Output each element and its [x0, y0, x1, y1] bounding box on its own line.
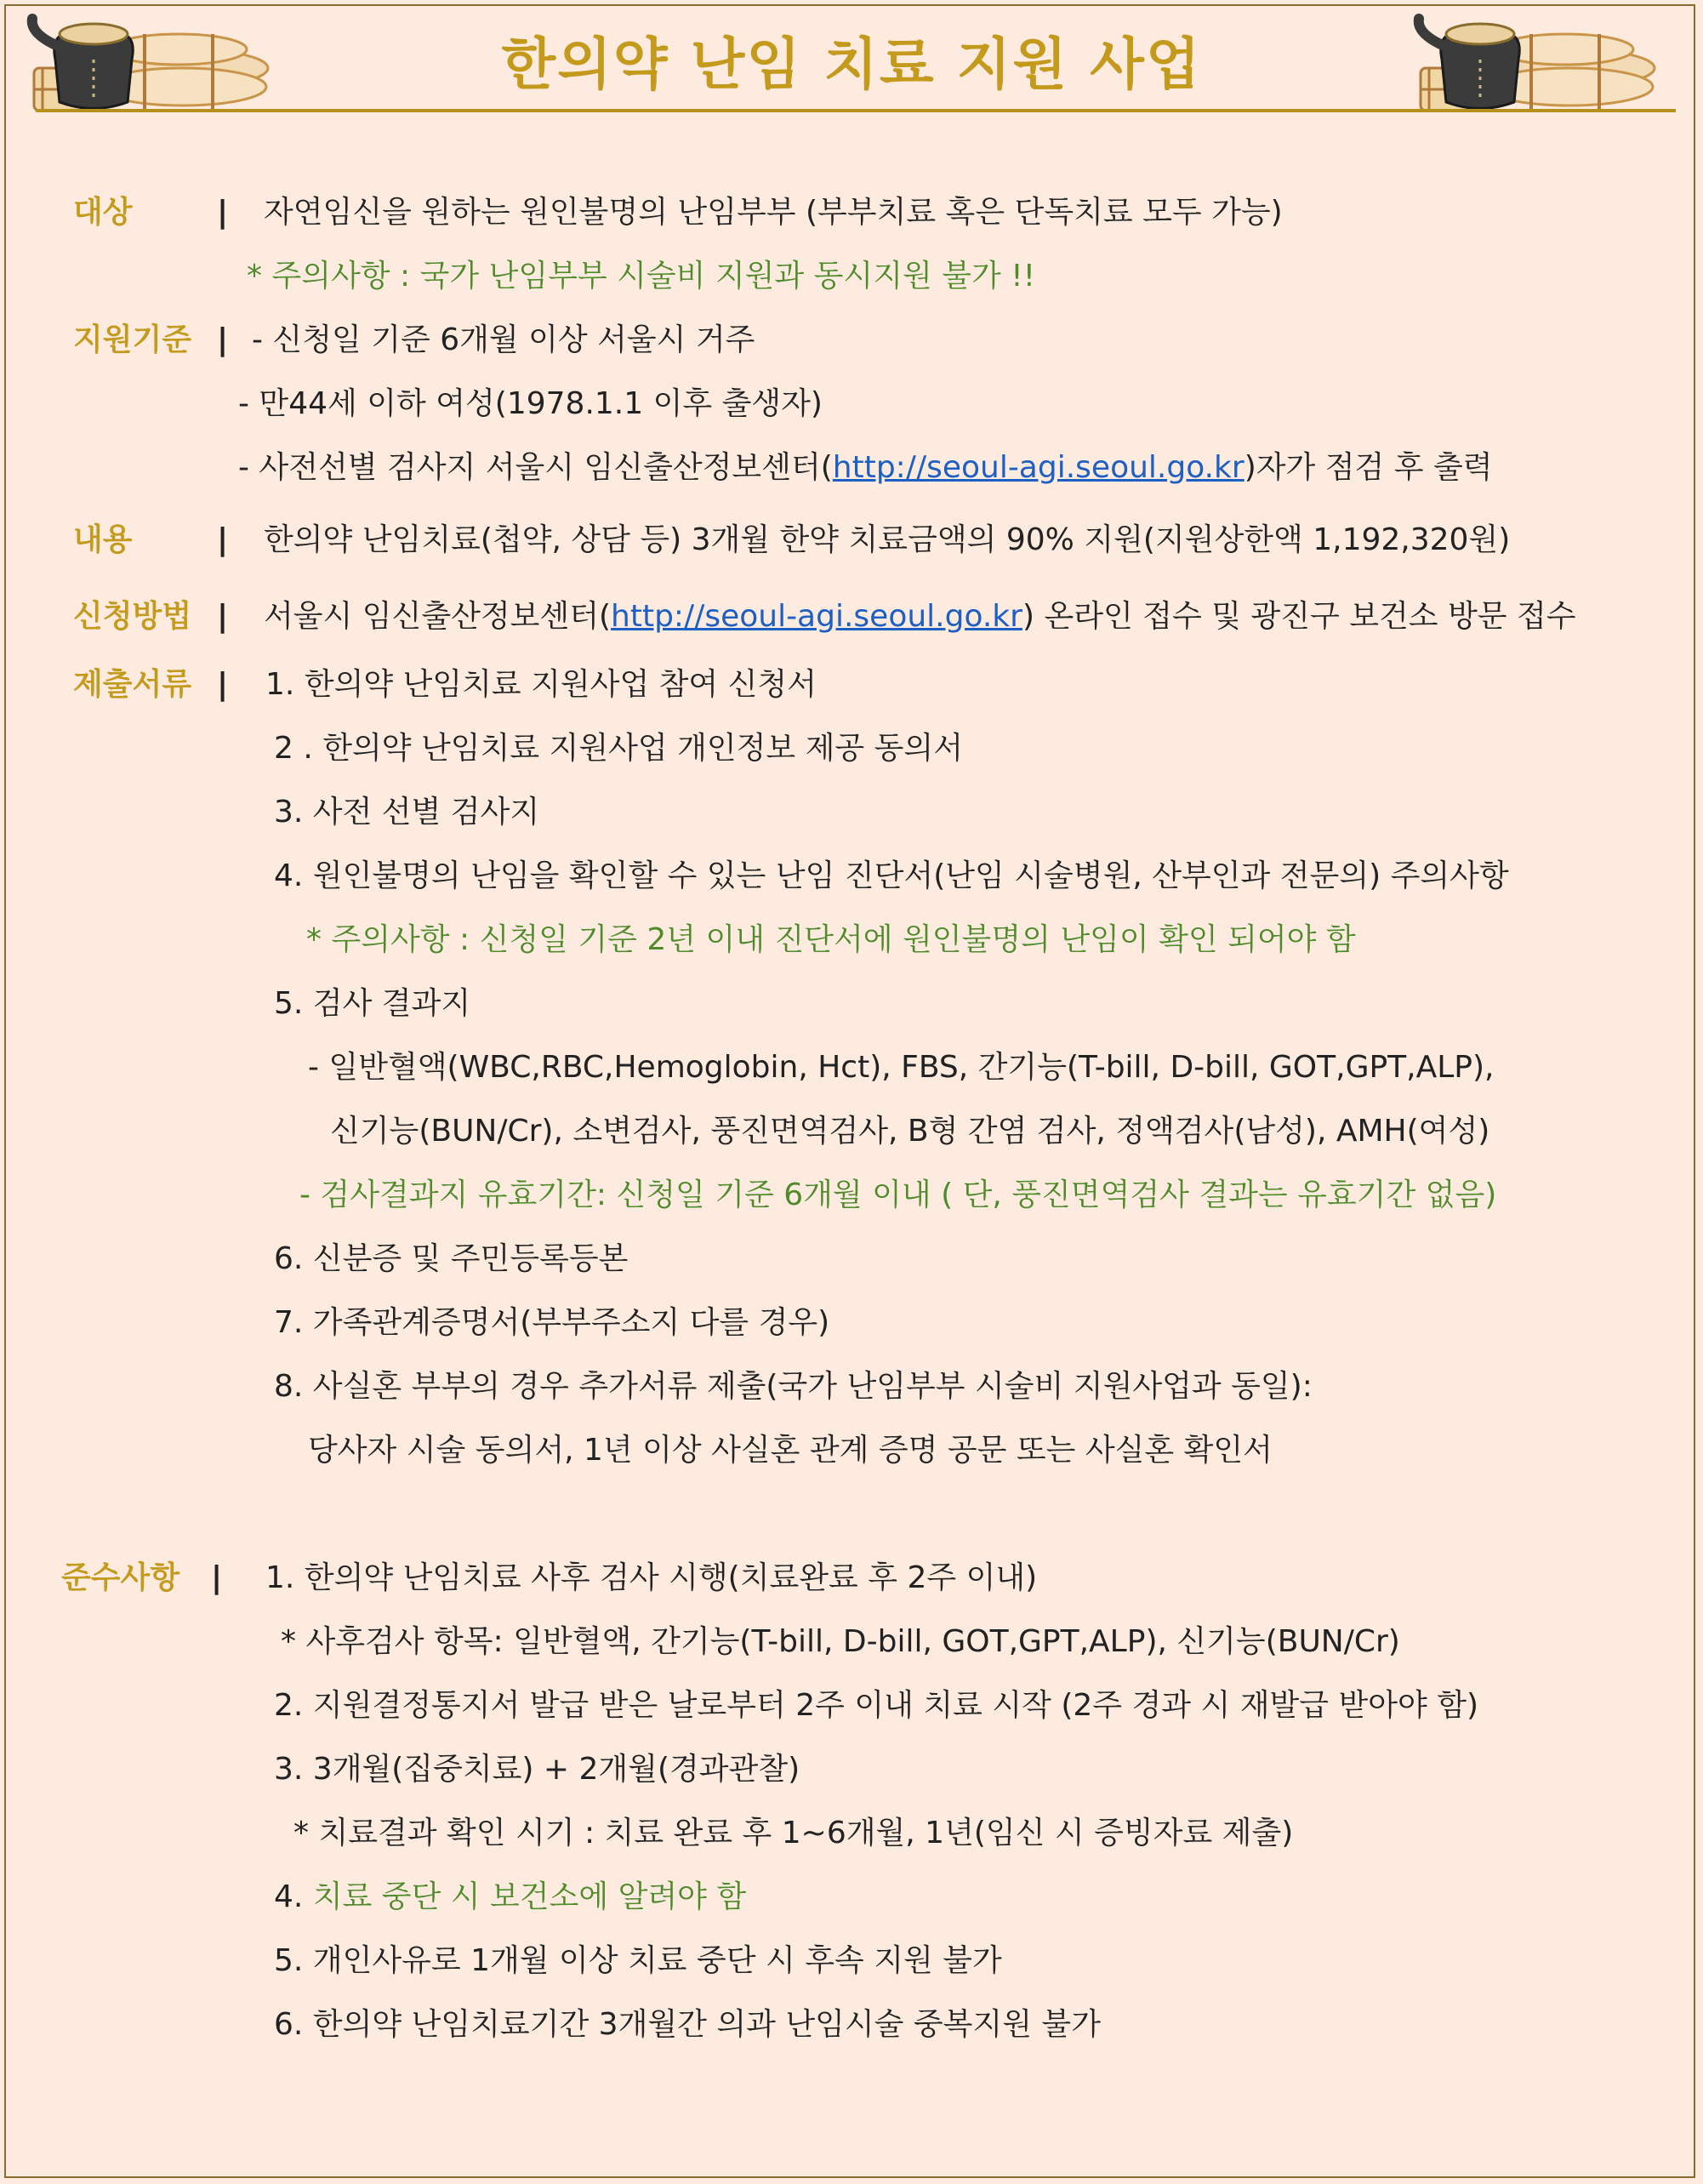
target-text: 자연임신을 원하는 원인불명의 난임부부 (부부치료 혹은 단독치료 모두 가능): [264, 195, 1283, 230]
item-number: 4.: [274, 1879, 304, 1914]
section-label: 대상: [73, 195, 133, 230]
method-suffix: ) 온라인 접수 및 광진구 보건소 방문 접수: [1022, 599, 1576, 634]
document-item: 7. 가족관계증명서(부부주소지 다를 경우): [274, 1305, 830, 1340]
section-compliance: [61, 1560, 179, 1596]
criteria-line-suffix: )자가 점검 후 출력: [1244, 450, 1493, 485]
compliance-item-warning: [274, 1879, 746, 1915]
separator: |: [217, 322, 229, 357]
section-label: 지원기준: [73, 322, 192, 357]
section-method: [73, 598, 191, 635]
document-item: 5. 검사 결과지: [274, 986, 471, 1021]
document-item: 8. 사실혼 부부의 경우 추가서류 제출(국가 난임부부 시술비 지원사업과 동일):: [274, 1369, 1313, 1404]
document-subitem: 당사자 시술 동의서, 1년 이상 사실혼 관계 증명 공문 또는 사실혼 확인서: [308, 1433, 1273, 1468]
section-label: 신청방법: [73, 599, 192, 634]
separator: |: [211, 1560, 223, 1595]
content-text: 한의약 난임치료(첩약, 상담 등) 3개월 한약 치료금액의 90% 지원(지원상한액 1,192,320원): [264, 522, 1511, 557]
document-subitem: 신기능(BUN/Cr), 소변검사, 풍진면역검사, B형 간염 검사, 정액검사(남성), AMH(여성): [330, 1114, 1490, 1149]
method-prefix: 서울시 임신출산정보센터(: [264, 599, 612, 634]
warning-text: 치료 중단 시 보건소에 알려야 함: [312, 1879, 747, 1914]
section-target: [73, 194, 133, 231]
compliance-note: * 사후검사 항목: 일반혈액, 간기능(T-bill, D-bill, GOT,GPT,ALP), 신기능(BUN/Cr): [281, 1624, 1400, 1659]
compliance-item: 2. 지원결정통지서 발급 받은 날로부터 2주 이내 치료 시작 (2주 경과 시 재발급 받아야 함): [274, 1688, 1479, 1723]
document-item: 1. 한의약 난임치료 지원사업 참여 신청서: [265, 667, 817, 702]
document-item: 3. 사전 선별 검사지: [274, 795, 540, 830]
target-note: * 주의사항 : 국가 난임부부 시술비 지원과 동시지원 불가 !!: [247, 259, 1036, 294]
compliance-item: 1. 한의약 난임치료 사후 검사 시행(치료완료 후 2주 이내): [265, 1560, 1038, 1595]
section-documents: [73, 666, 191, 703]
title-underline: [36, 109, 1676, 112]
compliance-note: * 치료결과 확인 시기 : 치료 완료 후 1~6개월, 1년(임신 시 증빙자료 제출): [293, 1816, 1294, 1850]
section-content: [73, 522, 133, 558]
document-note: * 주의사항 : 신청일 기준 2년 이내 진단서에 원인불명의 난임이 확인 되어야 함: [306, 922, 1356, 957]
seoul-agi-link[interactable]: http://seoul-agi.seoul.go.kr: [832, 450, 1244, 485]
compliance-item: 6. 한의약 난임치료기간 3개월간 의과 난임시술 중복지원 불가: [274, 2007, 1101, 2042]
section-label: 준수사항: [61, 1560, 180, 1595]
document-subitem: - 일반혈액(WBC,RBC,Hemoglobin, Hct), FBS, 간기능(T-bill, D-bill, GOT,GPT,ALP),: [308, 1050, 1495, 1085]
document-item: 4. 원인불명의 난임을 확인할 수 있는 난임 진단서(난임 시술병원, 산부인과 전문의) 주의사항: [274, 858, 1509, 893]
separator: |: [217, 667, 229, 702]
compliance-item: 5. 개인사유로 1개월 이상 치료 중단 시 후속 지원 불가: [274, 1943, 1002, 1978]
method-text: [264, 598, 1576, 635]
separator: |: [217, 522, 229, 557]
document-item: 2 . 한의약 난임치료 지원사업 개인정보 제공 동의서: [274, 731, 963, 766]
section-label: 내용: [73, 522, 133, 557]
criteria-line: - 신청일 기준 6개월 이상 서울시 거주: [252, 322, 755, 357]
criteria-line-link: [238, 449, 1493, 486]
separator: |: [217, 195, 229, 230]
document-note: - 검사결과지 유효기간: 신청일 기준 6개월 이내 ( 단, 풍진면역검사 결과는 유효기간 없음): [299, 1178, 1497, 1212]
criteria-line-prefix: - 사전선별 검사지 서울시 임신출산정보센터(: [238, 450, 833, 485]
page-title: 한의약 난임 치료 지원 사업: [501, 31, 1202, 97]
seoul-agi-link[interactable]: http://seoul-agi.seoul.go.kr: [611, 599, 1022, 634]
criteria-line: - 만44세 이하 여성(1978.1.1 이후 출생자): [238, 386, 823, 421]
separator: |: [217, 599, 229, 634]
compliance-item: 3. 3개월(집중치료) + 2개월(경과관찰): [274, 1752, 800, 1787]
document-item: 6. 신분증 및 주민등록등본: [274, 1241, 629, 1276]
section-criteria: [73, 322, 191, 358]
section-label: 제출서류: [73, 667, 192, 702]
